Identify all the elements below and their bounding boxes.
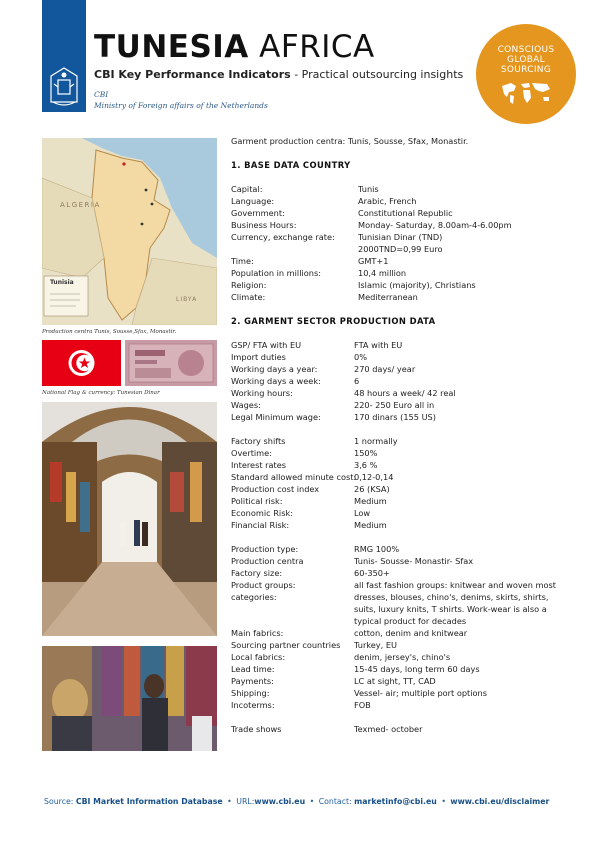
souk-illustration: [42, 402, 217, 636]
coat-of-arms-icon: [45, 66, 83, 108]
row-value: Texmed- october: [354, 724, 423, 734]
table-row: [231, 435, 561, 447]
row-label: Government:: [231, 208, 285, 218]
row-label: Sourcing partner countries: [231, 640, 341, 650]
row-value: Mediterranean: [358, 292, 418, 302]
badge-line-2: GLOBAL: [507, 55, 545, 65]
section-heading-garment-sector: 2. GARMENT SECTOR PRODUCTION DATA: [231, 316, 436, 326]
table-row: [231, 363, 561, 375]
footer-contact-label: Contact:: [318, 797, 355, 806]
row-label: Capital:: [231, 184, 263, 194]
row-value: Tunis- Sousse- Monastir- Sfax: [354, 556, 474, 566]
row-value: Medium: [354, 496, 387, 506]
table-row: [231, 627, 561, 639]
row-value: FOB: [354, 700, 371, 710]
row-value: 0%: [354, 352, 367, 362]
table-row: [231, 219, 561, 231]
footer-contact-link[interactable]: marketinfo@cbi.eu: [354, 797, 437, 806]
section-heading-base-data: 1. BASE DATA COUNTRY: [231, 160, 351, 170]
footer-disclaimer-link[interactable]: www.cbi.eu/disclaimer: [450, 797, 550, 806]
table-row: [231, 339, 561, 351]
page-subtitle: [94, 68, 463, 81]
table-row: [231, 255, 561, 267]
row-value: RMG 100%: [354, 544, 400, 554]
tunisian-dinar-banknote: [125, 340, 217, 386]
row-label: Standard allowed minute cost:: [231, 472, 357, 482]
row-value: Monday- Saturday, 8.00am-4-6.00pm: [358, 220, 512, 230]
table-row: [231, 483, 561, 495]
row-value: Tunisian Dinar (TND): [358, 232, 443, 242]
row-label: Currency, exchange rate:: [231, 232, 335, 242]
table-row: [231, 507, 561, 519]
row-label: GSP/ FTA with EU: [231, 340, 302, 350]
footer-source-label: Source:: [44, 797, 76, 806]
table-row: [231, 267, 561, 279]
flag-caption: National Flag & currency: Tunesian Dinar: [42, 390, 160, 396]
tunisia-flag: [42, 340, 121, 386]
table-row: [231, 639, 561, 651]
footer-url-label: URL:: [236, 797, 255, 806]
row-label: Production centra: [231, 556, 304, 566]
table-row: [231, 459, 561, 471]
row-label: Working days a week:: [231, 376, 321, 386]
table-row: [231, 387, 561, 399]
categories-text: dresses, blouses, chino's, denims, skirts, shirts, suits, luxury knits, T shirts. Work-wear is also a typical product for decades: [354, 592, 549, 627]
footer-separator: •: [441, 797, 446, 806]
badge-line-1: CONSCIOUS: [497, 45, 555, 55]
intro-text: Garment production centra: Tunis, Sousse, Sfax, Monastir.: [231, 136, 469, 146]
region-name: AFRICA: [259, 29, 375, 65]
row-label: Lead time:: [231, 664, 275, 674]
country-name: TUNESIA: [94, 29, 249, 65]
row-label: Local fabrics:: [231, 652, 286, 662]
row-value: Arabic, French: [358, 196, 417, 206]
market-photo: [42, 646, 217, 751]
flag-icon: [42, 340, 121, 386]
map-label-algeria: ALGERIA: [60, 201, 101, 209]
row-value: cotton, denim and knitwear: [354, 628, 468, 638]
row-label: Factory shifts: [231, 436, 286, 446]
row-value: 150%: [354, 448, 378, 458]
row-label: Shipping:: [231, 688, 270, 698]
row-label: Legal Minimum wage:: [231, 412, 321, 422]
row-value: 0,12-0,14: [354, 472, 394, 482]
souk-photo: [42, 402, 217, 636]
row-label: Incoterms:: [231, 700, 275, 710]
subtitle-rest: - Practical outsourcing insights: [290, 68, 464, 81]
table-row: [231, 723, 561, 735]
table-row: [231, 375, 561, 387]
row-label: Working hours:: [231, 388, 293, 398]
footer-separator: •: [309, 797, 315, 806]
logo-band: [42, 0, 86, 112]
row-label: Political risk:: [231, 496, 283, 506]
map-label-libya: LIBYA: [176, 296, 198, 303]
row-value: Turkey, EU: [354, 640, 398, 650]
row-value: 48 hours a week/ 42 real: [354, 388, 456, 398]
map-caption: Production centra Tunis, Sousse,Sfax, Monastir.: [42, 329, 177, 335]
row-label: Payments:: [231, 676, 274, 686]
row-label: Population in millions:: [231, 268, 321, 278]
table-row: [231, 699, 561, 711]
row-value: Vessel- air; multiple port options: [354, 688, 487, 698]
row-value: 3,6 %: [354, 460, 378, 470]
row-label: Import duties: [231, 352, 286, 362]
row-value: 170 dinars (155 US): [354, 412, 436, 422]
table-row: [231, 351, 561, 363]
row-value: Islamic (majority), Christians: [358, 280, 476, 290]
table-row: [231, 579, 561, 591]
footer-separator: •: [227, 797, 232, 806]
row-label: Trade shows: [231, 724, 282, 734]
table-row: [231, 675, 561, 687]
row-value: 220- 250 Euro all in: [354, 400, 435, 410]
row-label: Interest rates: [231, 460, 287, 470]
row-value: Low: [354, 508, 371, 518]
row-value: 2000TND=0,99 Euro: [358, 244, 443, 254]
row-label: categories:: [231, 592, 277, 602]
row-label: Business Hours:: [231, 220, 297, 230]
map-legend-title: Tunisia: [50, 279, 74, 286]
table-row: [231, 687, 561, 699]
row-value: 60-350+: [354, 568, 390, 578]
table-row: [231, 291, 561, 303]
world-map-icon: [499, 80, 553, 106]
table-row: [231, 411, 561, 423]
row-value: 1 normally: [354, 436, 398, 446]
row-value: 26 (KSA): [354, 484, 390, 494]
table-row: [231, 651, 561, 663]
table-row: [231, 279, 561, 291]
row-value: denim, jersey's, chino's: [354, 652, 451, 662]
row-label: Time:: [231, 256, 254, 266]
table-row: [231, 663, 561, 675]
row-value: GMT+1: [358, 256, 389, 266]
market-illustration: [42, 646, 217, 751]
table-row: [231, 471, 561, 483]
ministry-name: Ministry of Foreign affairs of the Netherlands: [94, 101, 268, 110]
page-footer: [44, 797, 549, 806]
row-label: Factory size:: [231, 568, 283, 578]
row-label: Financial Risk:: [231, 520, 290, 530]
table-row: [231, 207, 561, 219]
banknote-illustration: [125, 340, 217, 386]
table-row: [231, 543, 561, 555]
row-label: Wages:: [231, 400, 261, 410]
row-value: all fast fashion groups: knitwear and woven most: [354, 580, 556, 590]
page-title: [94, 29, 375, 65]
table-row: [231, 555, 561, 567]
row-label: Overtime:: [231, 448, 272, 458]
subtitle-bold: CBI Key Performance Indicators: [94, 68, 291, 81]
row-label: Product groups:: [231, 580, 296, 590]
row-value: Tunis: [358, 184, 379, 194]
row-value: FTA with EU: [354, 340, 403, 350]
row-label: Production type:: [231, 544, 299, 554]
row-label: Economic Risk:: [231, 508, 293, 518]
row-label: Language:: [231, 196, 275, 206]
row-value: 6: [354, 376, 360, 386]
table-row: [231, 495, 561, 507]
footer-url-link[interactable]: www.cbi.eu: [254, 797, 306, 806]
row-value: 270 days/ year: [354, 364, 416, 374]
row-label: Working days a year:: [231, 364, 318, 374]
row-value: Constitutional Republic: [358, 208, 453, 218]
row-label: Main fabrics:: [231, 628, 284, 638]
row-value: Medium: [354, 520, 387, 530]
table-row: [231, 567, 561, 579]
conscious-sourcing-badge: [476, 24, 576, 124]
tunisia-map: [42, 138, 217, 325]
table-row: [231, 243, 561, 255]
row-value: 10,4 million: [358, 268, 407, 278]
row-value: LC at sight, TT, CAD: [354, 676, 436, 686]
table-row: [231, 231, 561, 243]
row-label: Climate:: [231, 292, 266, 302]
table-row: [231, 195, 561, 207]
row-label: Religion:: [231, 280, 267, 290]
badge-line-3: SOURCING: [500, 65, 552, 75]
footer-source: CBI Market Information Database: [75, 797, 223, 806]
table-row: [231, 183, 561, 195]
row-value: 15-45 days, long term 60 days: [354, 664, 480, 674]
table-row: [231, 519, 561, 531]
row-label: Production cost index: [231, 484, 320, 494]
table-row: [231, 399, 561, 411]
org-name: CBI: [94, 90, 109, 99]
table-row: [231, 447, 561, 459]
